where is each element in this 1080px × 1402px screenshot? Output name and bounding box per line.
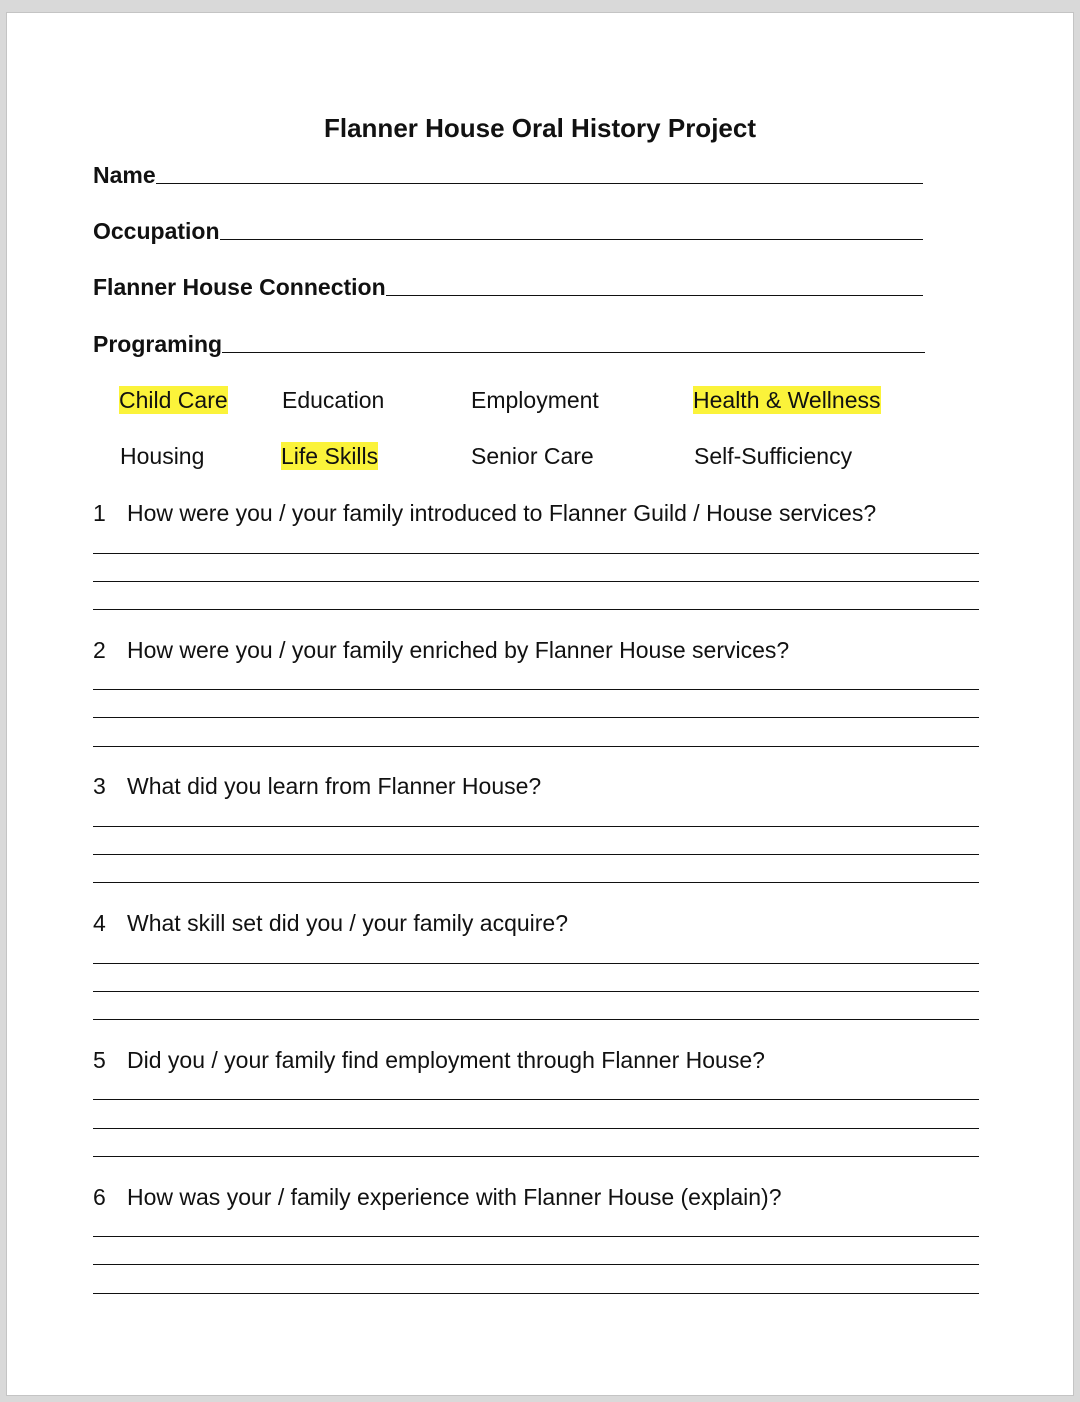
programing-line[interactable]	[222, 352, 925, 353]
program-employment[interactable]: Employment	[471, 387, 599, 413]
program-senior-care[interactable]: Senior Care	[471, 443, 594, 469]
name-field[interactable]	[93, 161, 923, 189]
occupation-line[interactable]	[220, 239, 923, 240]
answer-line[interactable]	[93, 1264, 979, 1265]
occupation-label: Occupation	[93, 218, 220, 244]
program-self-sufficiency[interactable]: Self-Sufficiency	[694, 443, 853, 469]
name-line[interactable]	[156, 183, 923, 184]
answer-line[interactable]	[93, 1019, 979, 1020]
question-5	[93, 1046, 765, 1074]
question-text: What skill set did you / your family acquire?	[127, 910, 569, 936]
form-page	[6, 12, 1074, 1396]
answer-line[interactable]	[93, 717, 979, 718]
question-1	[93, 499, 876, 527]
answer-line[interactable]	[93, 882, 979, 883]
question-3	[93, 772, 541, 800]
program-child-care[interactable]: Child Care	[119, 387, 228, 413]
occupation-field[interactable]	[93, 217, 923, 245]
programing-label: Programing	[93, 331, 223, 357]
question-6	[93, 1183, 782, 1211]
answer-line[interactable]	[93, 609, 979, 610]
question-text: How were you / your family enriched by Flanner House services?	[127, 637, 790, 663]
program-life-skills[interactable]: Life Skills	[281, 443, 379, 469]
answer-line[interactable]	[93, 1099, 979, 1100]
answer-line[interactable]	[93, 991, 979, 992]
question-text: Did you / your family find employment through Flanner House?	[127, 1047, 765, 1073]
program-education[interactable]: Education	[282, 387, 385, 413]
connection-label: Flanner House Connection	[93, 274, 386, 300]
connection-field[interactable]	[93, 273, 923, 301]
answer-line[interactable]	[93, 581, 979, 582]
programing-field[interactable]	[93, 330, 925, 358]
program-health-wellness[interactable]: Health & Wellness	[693, 387, 881, 413]
question-number: 4	[93, 910, 106, 936]
question-text: How were you / your family introduced to Flanner Guild / House services?	[127, 500, 877, 526]
form-title: Flanner House Oral History Project	[323, 113, 756, 143]
question-number: 1	[93, 500, 106, 526]
answer-line[interactable]	[93, 963, 979, 964]
answer-line[interactable]	[93, 553, 979, 554]
program-housing[interactable]: Housing	[120, 443, 205, 469]
answer-line[interactable]	[93, 1293, 979, 1294]
connection-line[interactable]	[386, 295, 923, 296]
answer-line[interactable]	[93, 854, 979, 855]
answer-line[interactable]	[93, 746, 979, 747]
question-text: What did you learn from Flanner House?	[127, 773, 542, 799]
question-text: How was your / family experience with Flanner House (explain)?	[127, 1184, 782, 1210]
answer-line[interactable]	[93, 689, 979, 690]
question-4	[93, 909, 568, 937]
question-2	[93, 636, 789, 664]
question-number: 2	[93, 637, 106, 663]
answer-line[interactable]	[93, 1128, 979, 1129]
question-number: 3	[93, 773, 106, 799]
answer-line[interactable]	[93, 1236, 979, 1237]
name-label: Name	[93, 162, 156, 188]
answer-line[interactable]	[93, 1156, 979, 1157]
question-number: 6	[93, 1184, 106, 1210]
answer-line[interactable]	[93, 826, 979, 827]
question-number: 5	[93, 1047, 106, 1073]
